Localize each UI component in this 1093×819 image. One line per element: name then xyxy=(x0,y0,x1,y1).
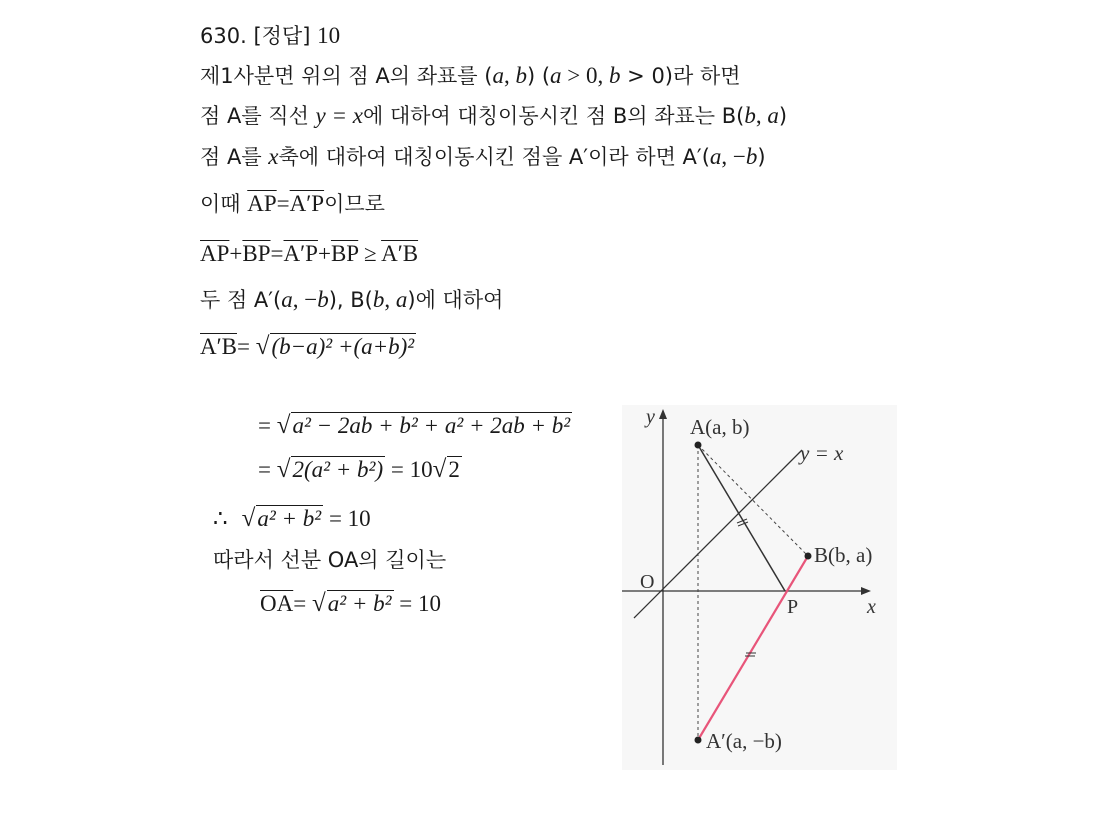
comma: , xyxy=(384,287,396,312)
text-segment: ), B( xyxy=(328,288,373,312)
line-y-eq-x-label: y = x xyxy=(800,441,844,465)
square-root: √2(a² + b²) xyxy=(276,456,384,483)
point-a xyxy=(695,442,702,449)
text-segment: 따라서 선분 OA의 길이는 xyxy=(213,548,447,572)
var-a: a xyxy=(395,287,408,312)
text-segment: 이때 xyxy=(200,192,248,216)
equals-sign: = xyxy=(236,334,256,359)
comma: , xyxy=(503,63,516,88)
segment-ap: $\overline{AP}$ xyxy=(247,191,277,216)
square-root: √a² + b² xyxy=(241,505,322,532)
equals-sign: = xyxy=(258,457,277,482)
text-segment: )에 대하여 xyxy=(407,288,504,312)
final-answer xyxy=(260,590,441,618)
equals-sign: = xyxy=(293,591,312,616)
coordinate-statement xyxy=(200,62,741,90)
square-root: √a² − 2ab + b² + a² + 2ab + b² xyxy=(276,412,571,439)
equals-ten: = 10 xyxy=(323,506,371,531)
point-p-label: P xyxy=(787,596,799,618)
var-b: b xyxy=(745,144,758,169)
text-segment: 에 대하여 대칭이동시킨 점 B의 좌표는 B( xyxy=(362,104,745,128)
text-segment: 축에 대하여 대칭이동시킨 점을 A′이라 하면 A′( xyxy=(278,145,710,169)
var-b: b xyxy=(744,103,756,128)
text-segment: , − xyxy=(292,287,318,312)
radicand: a² − 2ab + b² + a² + 2ab + b² xyxy=(292,413,571,438)
text-segment: ) xyxy=(778,104,788,128)
point-aprime xyxy=(695,737,702,744)
segment-ap: $\overline{AP}$ xyxy=(200,241,230,266)
square-root: √a² + b² xyxy=(311,590,392,617)
point-a-label: A(a, b) xyxy=(690,415,750,439)
var-a: a xyxy=(767,103,779,128)
var-x: x xyxy=(268,144,279,169)
ap-equals-aprime-p xyxy=(200,190,385,218)
point-b xyxy=(805,553,812,560)
two-points-statement xyxy=(200,286,503,314)
point-b-label: B(b, a) xyxy=(814,543,873,567)
answer-value: 10 xyxy=(317,23,341,48)
text-segment: > 0, xyxy=(561,63,609,88)
equals-sign: = xyxy=(276,191,290,216)
var-b: b xyxy=(317,287,329,312)
segment-oa: $\overline{OA}$ xyxy=(260,591,294,616)
reflection-x-axis-statement xyxy=(200,143,766,171)
square-root: √2 xyxy=(432,456,460,483)
square-root: √(b−a)² +(a+b)² xyxy=(255,333,415,360)
segment-aprime-b: A′B xyxy=(381,241,419,266)
segment-bp: $\overline{BP}$ xyxy=(242,241,271,266)
text-segment: 점 A를 직선 xyxy=(200,104,316,128)
var-a: a xyxy=(492,63,504,88)
y-axis-label: y xyxy=(646,406,655,428)
segment-aprime-p: A′P xyxy=(283,241,318,266)
answer-header xyxy=(200,22,340,50)
answer-tag: [정답] xyxy=(253,24,311,48)
text-segment: ) xyxy=(757,145,766,169)
radicand: 2 xyxy=(448,457,460,482)
text-segment: 두 점 A′( xyxy=(200,288,282,312)
ge-sign: ≥ xyxy=(358,241,382,266)
expansion-step xyxy=(258,412,572,440)
sum-inequality xyxy=(200,240,418,268)
radicand: (b−a)² +(a+b)² xyxy=(271,334,415,359)
radicand: a² + b² xyxy=(327,591,392,616)
text-segment: 제1사분면 위의 점 A의 좌표를 ( xyxy=(200,64,493,88)
origin-label: O xyxy=(640,571,655,593)
text-segment: ) ( xyxy=(526,64,551,88)
segment-bp: $\overline{BP}$ xyxy=(330,241,359,266)
radicand: 2(a² + b²) xyxy=(292,457,384,482)
conclusion-text xyxy=(213,546,446,574)
segment-aprime-b: A′B xyxy=(200,334,237,359)
simplified-step xyxy=(258,456,462,484)
plus-sign: + xyxy=(317,241,331,266)
equation-y-eq-x: y = x xyxy=(315,103,363,128)
problem-number: 630. xyxy=(200,24,247,48)
coordinate-figure xyxy=(622,405,897,770)
var-b: b xyxy=(515,63,527,88)
plus-sign: + xyxy=(229,241,243,266)
text-segment: > 0)라 하면 xyxy=(620,64,741,88)
therefore-symbol: ∴ xyxy=(213,506,228,531)
comma: , xyxy=(755,103,768,128)
reflection-yx-statement xyxy=(200,102,787,130)
equals-sign: = xyxy=(270,241,284,266)
equals-ten: = 10 xyxy=(385,457,433,482)
var-a: a xyxy=(550,63,562,88)
text-segment: , − xyxy=(721,144,746,169)
therefore-step xyxy=(213,505,371,533)
segment-aprime-p: A′P xyxy=(289,191,325,216)
var-b: b xyxy=(372,287,385,312)
equals-sign: = xyxy=(258,413,277,438)
text-segment: 점 A를 xyxy=(200,145,269,169)
radicand: a² + b² xyxy=(257,506,322,531)
distance-formula xyxy=(200,333,416,361)
equals-ten: = 10 xyxy=(393,591,441,616)
var-b: b xyxy=(609,63,621,88)
var-a: a xyxy=(281,287,293,312)
point-aprime-label: A′(a, −b) xyxy=(706,729,782,753)
text-segment: 이므로 xyxy=(324,192,385,216)
var-a: a xyxy=(709,144,722,169)
x-axis-label: x xyxy=(867,596,876,618)
